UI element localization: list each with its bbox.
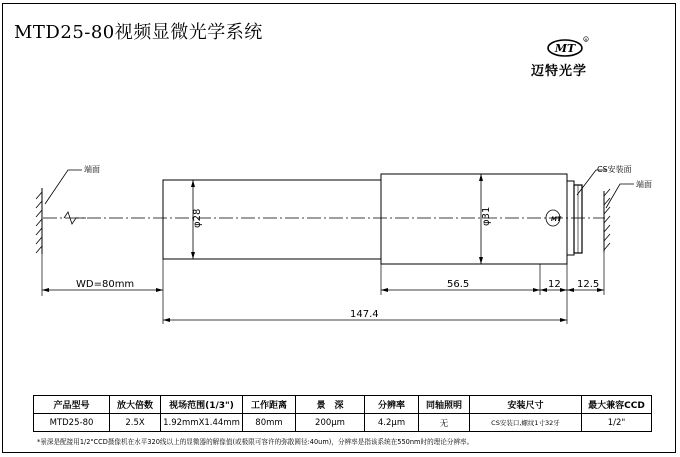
label-d28: φ28 bbox=[192, 208, 203, 228]
cell-magnification: 2.5X bbox=[110, 414, 161, 432]
header-mount: 安装尺寸 bbox=[470, 396, 582, 414]
large-barrel bbox=[381, 174, 567, 264]
header-field-of-view: 视场范围(1/3") bbox=[161, 396, 243, 414]
leader-end-face-left bbox=[45, 170, 82, 204]
header-model: 产品型号 bbox=[34, 396, 110, 414]
cell-depth-of-field: 200μm bbox=[296, 414, 365, 432]
brand-name: 迈特光学 bbox=[531, 64, 588, 79]
header-depth-of-field: 景 深 bbox=[296, 396, 365, 414]
header-resolution: 分辨率 bbox=[365, 396, 419, 414]
label-cs-mount-face: CS安装面 bbox=[597, 165, 632, 174]
spec-table bbox=[33, 395, 652, 432]
leader-end-face-right bbox=[606, 184, 634, 208]
label-12: 12 bbox=[548, 279, 561, 290]
label-12-5: 12.5 bbox=[577, 279, 600, 290]
object-plane-hatch bbox=[36, 192, 42, 253]
sensor-plane-hatch bbox=[604, 189, 610, 250]
footnote: *景深是配接用1/2"CCD摄像机在水平320线以上的显微器的解像值(或极限可容许的弥散圆径:40um)，分辨率是指该系统在550nm时的理论分辨率。 bbox=[37, 438, 474, 446]
cell-mount: CS安装口,螺纹1寸32牙 bbox=[470, 414, 582, 432]
cell-field-of-view: 1.92mmX1.44mm bbox=[161, 414, 243, 432]
cell-working-distance: 80mm bbox=[243, 414, 296, 432]
header-max-ccd: 最大兼容CCD bbox=[582, 396, 652, 414]
header-working-distance: 工作距离 bbox=[243, 396, 296, 414]
cell-resolution: 4.2μm bbox=[365, 414, 419, 432]
label-147-4: 147.4 bbox=[350, 309, 379, 320]
svg-text:R: R bbox=[584, 37, 588, 42]
brand-logo-mark: MT bbox=[554, 42, 576, 55]
header-magnification: 放大倍数 bbox=[110, 396, 161, 414]
header-coaxial-illumination: 同轴照明 bbox=[419, 396, 470, 414]
label-end-face-left: 端面 bbox=[84, 165, 100, 174]
cell-max-ccd: 1/2" bbox=[582, 414, 652, 432]
table-row bbox=[34, 414, 652, 432]
label-d31: φ31 bbox=[481, 206, 492, 226]
cell-coaxial-illumination: 无 bbox=[419, 414, 470, 432]
spec-table-header bbox=[34, 396, 652, 414]
page-title: MTD25-80视频显微光学系统 bbox=[14, 22, 263, 43]
label-56-5: 56.5 bbox=[447, 279, 470, 290]
label-wd: WD=80mm bbox=[76, 279, 135, 290]
label-end-face-right: 端面 bbox=[636, 180, 652, 189]
cell-model: MTD25-80 bbox=[34, 414, 110, 432]
label-lens-mark: MT bbox=[551, 216, 562, 223]
